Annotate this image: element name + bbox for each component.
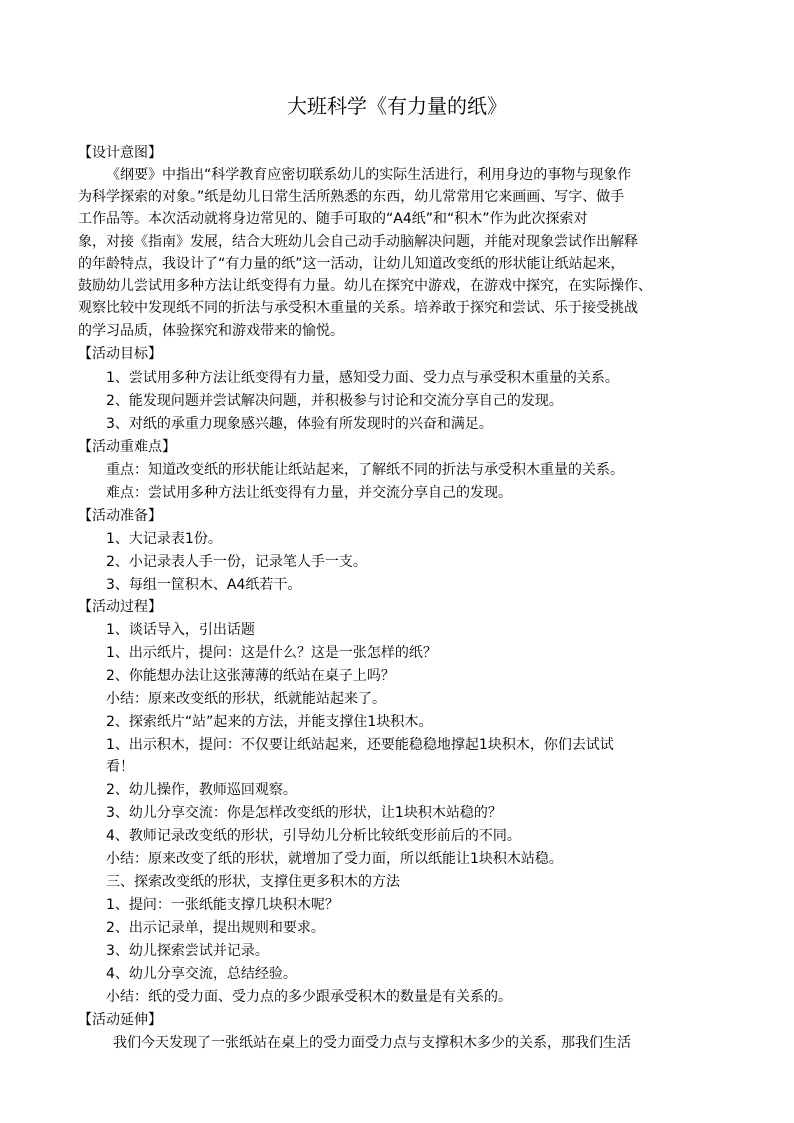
process-step: 4、教师记录改变纸的形状，引导幼儿分析比较纸变形前后的不同。	[106, 828, 521, 844]
process-step: 1、出示纸片，提问：这是什么？这是一张怎样的纸？	[106, 645, 437, 661]
paragraph-line: 象，对接《指南》发展，结合大班幼儿会自己动手动脑解决问题，并能对现象尝试作出解释	[78, 234, 638, 250]
paragraph-line: 鼓励幼儿尝试用多种方法让纸变得有力量。幼儿在探究中游戏，在游戏中探究，在实际操作、	[78, 278, 652, 294]
paragraph-line: 的年龄特点，我设计了“有力量的纸”这一活动，让幼儿知道改变纸的形状能让纸站起来，	[78, 256, 625, 272]
paragraph-line: 工作品等。本次活动就将身边常见的、随手可取的“A4纸”和“积木”作为此次探索对	[78, 211, 588, 227]
list-item: 2、能发现问题并尝试解决问题，并积极参与讨论和交流分享自己的发现。	[106, 393, 563, 409]
process-step: 3、幼儿探索尝试并记录。	[106, 943, 269, 959]
section-heading-process: 【活动过程】	[78, 599, 162, 615]
section-heading-keypoints: 【活动重难点】	[78, 439, 176, 455]
process-step: 4、幼儿分享交流，总结经验。	[106, 966, 297, 982]
list-item: 1、大记录表1份。	[106, 531, 222, 547]
list-item: 2、小记录表人手一份，记录笔人手一支。	[106, 554, 367, 570]
process-summary: 小结：原来改变了纸的形状，就增加了受力面，所以纸能让1块积木站稳。	[106, 851, 563, 867]
paragraph-line: 观察比较中发现纸不同的折法与承受积木重量的关系。培养敢于探究和尝试、乐于接受挑战	[78, 300, 638, 316]
section-heading-extension: 【活动延伸】	[78, 1012, 162, 1028]
process-step: 2、探索纸片“站”起来的方法，并能支撑住1块积木。	[106, 714, 433, 730]
list-item: 3、对纸的承重力现象感兴趣，体验有所发现时的兴奋和满足。	[106, 416, 493, 432]
process-step: 看！	[106, 759, 134, 775]
paragraph-line: 我们今天发现了一张纸站在桌上的受力面受力点与支撑积木多少的关系，那我们生活	[113, 1035, 631, 1051]
list-item: 3、每组一筐积木、A4纸若干。	[106, 577, 302, 593]
process-summary: 小结：原来改变纸的形状，纸就能站起来了。	[106, 691, 386, 707]
process-step: 1、出示积木，提问：不仅要让纸站起来，还要能稳稳地撑起1块积木，你们去试试	[106, 737, 614, 753]
paragraph-line: 《纲要》中指出“科学教育应密切联系幼儿的实际生活进行，利用身边的事物与现象作	[106, 167, 632, 183]
process-summary: 小结：纸的受力面、受力点的多少跟承受积木的数量是有关系的。	[106, 989, 512, 1005]
list-item: 重点：知道改变纸的形状能让纸站起来，了解纸不同的折法与承受积木重量的关系。	[106, 462, 624, 478]
paragraph-line: 的学习品质，体验探究和游戏带来的愉悦。	[78, 323, 344, 339]
process-step: 1、提问：一张纸能支撑几块积木呢？	[106, 897, 339, 913]
section-heading-prep: 【活动准备】	[78, 508, 162, 524]
process-step: 2、你能想办法让这张薄薄的纸站在桌子上吗？	[106, 668, 395, 684]
process-step: 3、幼儿分享交流：你是怎样改变纸的形状，让1块积木站稳的？	[106, 805, 502, 821]
process-step: 三、探索改变纸的形状，支撑住更多积木的方法	[106, 874, 400, 890]
list-item: 难点：尝试用多种方法让纸变得有力量，并交流分享自己的发现。	[106, 485, 512, 501]
process-step: 1、谈话导入，引出话题	[106, 622, 255, 638]
section-heading-goals: 【活动目标】	[78, 346, 162, 362]
section-heading-design: 【设计意图】	[78, 145, 162, 161]
process-step: 2、幼儿操作，教师巡回观察。	[106, 782, 297, 798]
process-step: 2、出示记录单，提出规则和要求。	[106, 920, 325, 936]
paragraph-line: 为科学探索的对象。”纸是幼儿日常生活所熟悉的东西，幼儿常常用它来画画、写字、做手	[78, 189, 625, 205]
document-title: 大班科学《有力量的纸》	[287, 94, 507, 118]
list-item: 1、尝试用多种方法让纸变得有力量，感知受力面、受力点与承受积木重量的关系。	[106, 370, 619, 386]
